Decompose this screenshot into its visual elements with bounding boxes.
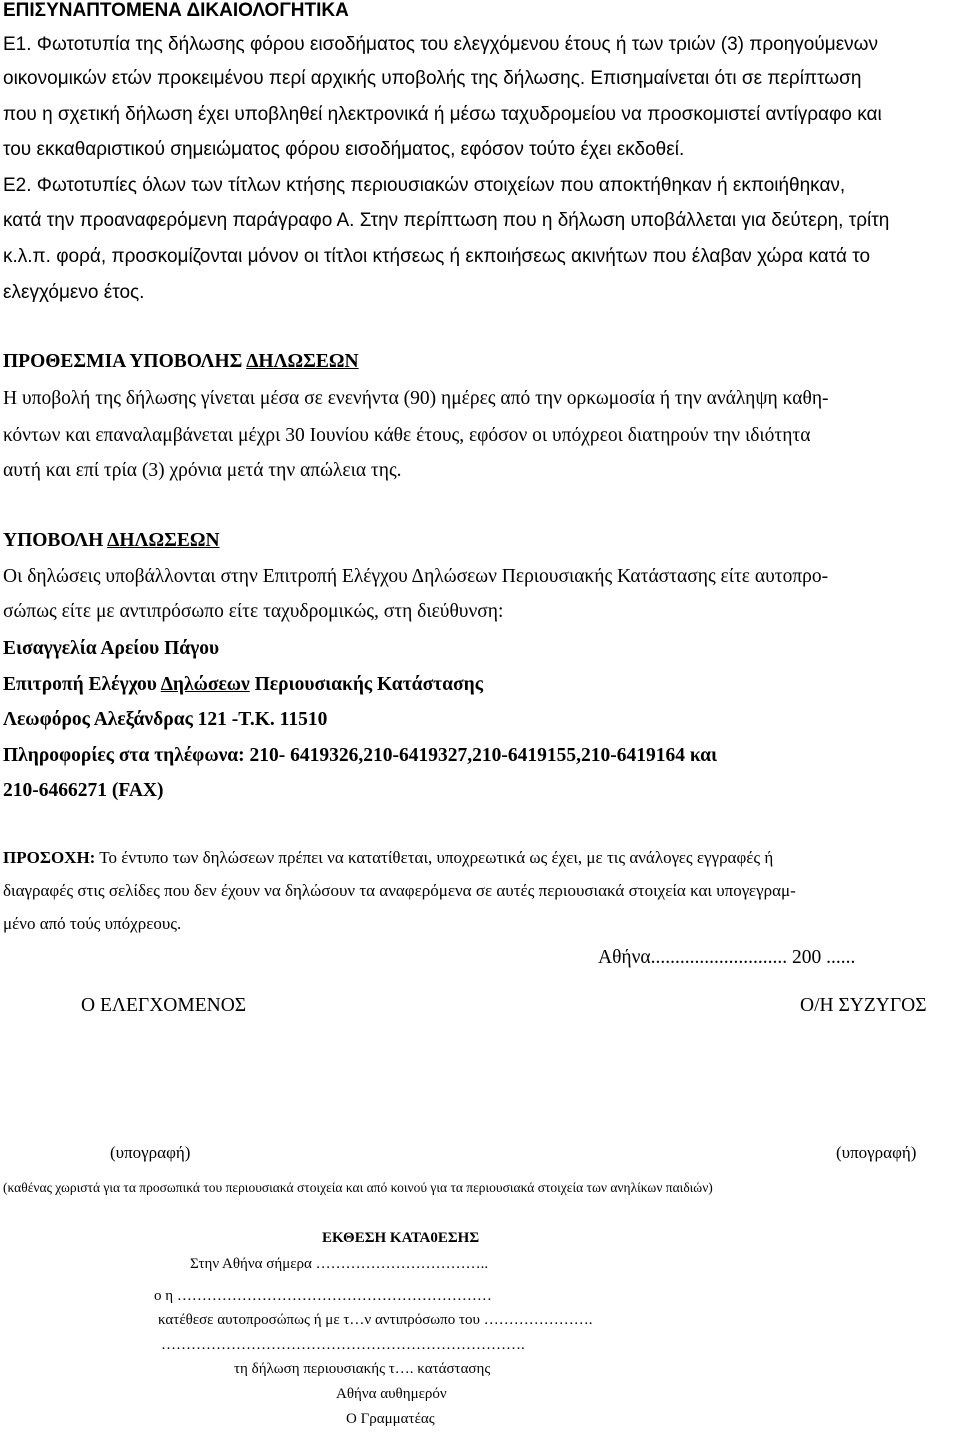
submission-heading	[3, 530, 220, 552]
deadline-line-3: αυτή και επί τρία (3) χρόνια μετά την απώλεια της.	[3, 460, 402, 481]
fax-line: 210-6466271 (FAX)	[3, 780, 164, 801]
deposit-line-5: τη δήλωση περιουσιακής τ…. κατάστασης	[234, 1361, 491, 1377]
e2-line-3: κ.λ.π. φορά, προσκομίζονται μόνον οι τίτλοι κτήσεως ή εκποιήσεως ακινήτων που έλαβαν χώρα κατά το	[3, 246, 871, 267]
deposit-line-4: ……………………………………………………………….	[161, 1337, 525, 1353]
deposit-line-1: Στην Αθήνα σήμερα ……………………………..	[190, 1256, 489, 1272]
submission-line-2: σώπως είτε με αντιπρόσωπο είτε ταχυδρομικώς, στη διεύθυνση:	[3, 601, 504, 622]
deadline-heading	[3, 351, 359, 373]
deposit-line-6: Αθήνα αυθημερόν	[336, 1386, 447, 1402]
attention-line-1	[3, 848, 773, 868]
e2-line-1: Ε2. Φωτοτυπίες όλων των τίτλων κτήσης περιουσιακών στοιχείων που αποκτήθηκαν ή εκποιήθηκαν,	[3, 175, 846, 196]
place-date-line: Αθήνα............................ 200 ......	[598, 947, 856, 968]
attention-label: ΠΡΟΣΟΧΗ:	[3, 848, 96, 867]
attention-line-3: μένο από τούς υπόχρεους.	[3, 914, 182, 933]
address-line-2	[3, 674, 483, 696]
signature-note: (καθένας χωριστά για τα προσωπικά του περιουσιακά στοιχεία και από κοινού για τα περιουσιακά στοιχεία των ανηλίκων παιδιών)	[3, 1180, 713, 1195]
deadline-heading-text: ΠΡΟΘΕΣΜΙΑ ΥΠΟΒΟΛΗΣ	[3, 351, 247, 372]
phones-line: Πληροφορίες στα τηλέφωνα: 210- 6419326,210-6419327,210-6419155,210-6419164 και	[3, 745, 718, 766]
submission-heading-underlined: ΔΗΛΩΣΕΩΝ	[107, 530, 220, 551]
address-line-2-start: Επιτροπή Ελέγχου	[3, 674, 161, 695]
deadline-line-2: κόντων και επαναλαμβάνεται μέχρι 30 Ιουνίου κάθε έτους, εφόσον οι υπόχρεοι διατηρούν την ιδιότητα	[3, 425, 811, 446]
examined-person-signature: (υπογραφή)	[110, 1143, 191, 1162]
deadline-heading-underlined: ΔΗΛΩΣΕΩΝ	[246, 351, 359, 372]
e1-line-4: του εκκαθαριστικού σημειώματος φόρου εισοδήματος, εφόσον τούτο έχει εκδοθεί.	[3, 139, 685, 160]
e1-line-1: Ε1. Φωτοτυπία της δήλωσης φόρου εισοδήματος του ελεγχόμενου έτους ή των τριών (3) προηγούμενων	[3, 34, 879, 55]
e2-line-4: ελεγχόμενο έτος.	[3, 282, 145, 303]
submission-heading-text: ΥΠΟΒΟΛΗ	[3, 530, 108, 551]
e1-line-3: που η σχετική δήλωση έχει υποβληθεί ηλεκτρονικά ή μέσω ταχυδρομείου να προσκομιστεί αντίγραφο και	[3, 104, 882, 125]
deadline-line-1: Η υποβολή της δήλωσης γίνεται μέσα σε ενενήντα (90) ημέρες από την ορκωμοσία ή την ανάληψη καθη-	[3, 388, 829, 409]
deposit-report-heading: ΕΚΘΕΣΗ ΚΑΤΑ0ΕΣΗΣ	[322, 1230, 480, 1246]
deposit-line-7: Ο Γραμματέας	[346, 1411, 435, 1427]
examined-person-title: Ο ΕΛΕΓΧΟΜΕΝΟΣ	[81, 995, 247, 1016]
e1-line-2: οικονομικών ετών προκειμένου περί αρχικής υποβολής της δήλωσης. Επισημαίνεται ότι σε περίπτωση	[3, 68, 862, 89]
deposit-line-3: κατέθεσε αυτοπροσώπως ή με τ…ν αντιπρόσωπο του ………………….	[158, 1312, 593, 1328]
address-line-1: Εισαγγελία Αρείου Πάγου	[3, 638, 220, 659]
submission-line-1: Οι δηλώσεις υποβάλλονται στην Επιτροπή Ελέγχου Δηλώσεων Περιουσιακής Κατάστασης είτε αυτοπρο-	[3, 566, 829, 587]
attention-line-2: διαγραφές στις σελίδες που δεν έχουν να δηλώσουν τα αναφερόμενα σε αυτές περιουσιακά στοιχεία και υπογεγραμ-	[3, 881, 796, 900]
deposit-line-2: ο η ………………………………………………………	[154, 1288, 492, 1304]
attachments-heading: ΕΠΙΣΥΝΑΠΤΟΜΕΝΑ ΔΙΚΑΙΟΛΟΓΗΤΙΚΑ	[3, 0, 349, 21]
address-line-2-underlined: Δηλώσεων	[160, 674, 250, 695]
address-line-3: Λεωφόρος Αλεξάνδρας 121 -Τ.Κ. 11510	[3, 709, 328, 730]
spouse-signature: (υπογραφή)	[836, 1143, 917, 1162]
address-line-2-rest: Περιουσιακής Κατάστασης	[249, 674, 483, 695]
e2-line-2: κατά την προαναφερόμενη παράγραφο Α. Στην περίπτωση που η δήλωση υποβάλλεται για δεύτερη, τρίτη	[3, 210, 890, 231]
attention-line-1-text: Το έντυπο των δηλώσεων πρέπει να κατατίθεται, υποχρεωτικά ως έχει, με τις ανάλογες εγγραφές ή	[95, 848, 774, 867]
spouse-title: Ο/Η ΣΥΖΥΓΟΣ	[800, 995, 927, 1016]
